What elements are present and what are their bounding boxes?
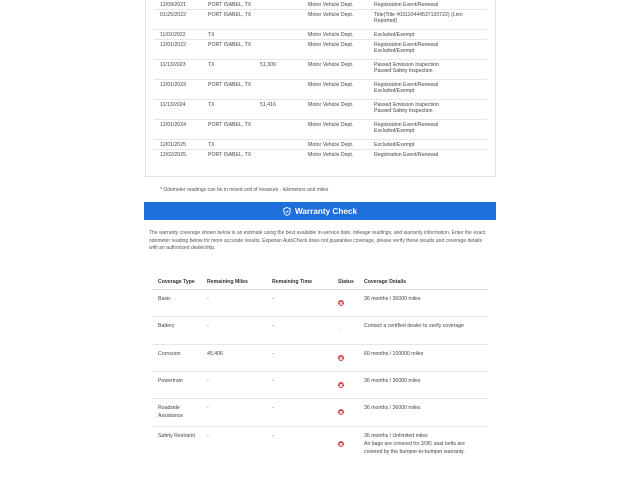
history-source: Motor Vehicle Dept.: [308, 102, 354, 108]
col-header-status: Status: [338, 279, 354, 285]
expired-x-icon: [338, 409, 344, 415]
col-header-coverage-details: Coverage Details: [364, 279, 407, 285]
history-detail-line: Excluded/Exempt: [374, 128, 415, 135]
coverage-details: [364, 351, 484, 359]
odometer-footnote: * Odometer readings can be in mixed unit of measure - kilometers and miles: [160, 187, 329, 193]
history-details: [374, 12, 494, 25]
history-detail-line: Passed Emission Inspection: [374, 62, 439, 68]
warranty-row: [152, 399, 488, 427]
coverage-type: Roadside Assistance: [158, 405, 184, 419]
history-source: Motor Vehicle Dept.: [308, 12, 354, 18]
history-source: Motor Vehicle Dept.: [308, 122, 354, 128]
history-date: 12/01/2022: [160, 42, 186, 48]
history-source: Motor Vehicle Dept.: [308, 152, 354, 158]
coverage-detail-line: Air bags are covered for 3/36; seat belts are: [364, 440, 465, 447]
history-detail-line: Passed Safety Inspection: [374, 68, 433, 75]
history-location: PORT ISABEL, TX: [208, 12, 252, 18]
vehicle-history-table: [145, 0, 496, 177]
history-row: [154, 150, 487, 162]
history-location: TX: [208, 32, 215, 38]
remaining-miles: -: [207, 405, 209, 411]
history-row: [154, 80, 487, 100]
history-details: [374, 42, 494, 55]
col-header-remaining-miles: Remaining Miles: [207, 279, 248, 285]
warranty-check-header: [144, 202, 496, 220]
history-date: 11/01/2022: [160, 32, 186, 38]
history-row: [154, 120, 487, 140]
shield-check-icon: [283, 207, 291, 216]
warranty-table-header: [152, 271, 488, 290]
warranty-intro-text: The warranty coverage shown below is an estimate using the best available in-service date, mileage readings, and warranty information. Enter the exact odometer reading below for more accurate results. Experian AutoCheck does not guarantee coverage, please verify these results and coverage details with an authorized dealership.: [149, 230, 486, 252]
remaining-miles: 45,406: [207, 351, 223, 357]
history-source: Motor Vehicle Dept.: [308, 2, 354, 8]
remaining-time: -: [272, 378, 274, 384]
expired-x-icon: [338, 382, 344, 388]
history-details: [374, 142, 494, 148]
remaining-time: -: [272, 433, 274, 439]
history-location: PORT ISABEL, TX: [208, 82, 252, 88]
coverage-detail-line: 36 months / 36000 miles: [364, 296, 421, 302]
status-none-text: -: [340, 327, 342, 333]
history-row: [154, 0, 487, 10]
coverage-type: Basic: [158, 296, 171, 302]
coverage-details: [364, 296, 484, 304]
remaining-time: -: [272, 351, 274, 357]
coverage-details: [364, 378, 484, 386]
expired-x-icon: [338, 441, 344, 447]
history-date: 12/02/2025: [160, 152, 186, 158]
history-date: 12/01/2024: [160, 122, 186, 128]
remaining-time: -: [272, 296, 274, 302]
coverage-detail-line: 36 months / 36000 miles: [364, 405, 421, 411]
history-details: [374, 2, 494, 8]
history-location: TX: [208, 102, 215, 108]
warranty-row: [152, 345, 488, 372]
coverage-type: Powertrain: [158, 378, 183, 384]
history-source: Motor Vehicle Dept.: [308, 82, 354, 88]
history-detail-line: Passed Emission Inspection: [374, 102, 439, 108]
history-details: [374, 32, 494, 38]
history-location: PORT ISABEL, TX: [208, 42, 252, 48]
history-row: [154, 10, 487, 30]
history-odometer: 51,309: [260, 62, 276, 68]
history-date: 11/13/2023: [160, 62, 186, 68]
history-date: 12/09/2021: [160, 2, 186, 8]
history-location: TX: [208, 142, 215, 148]
coverage-details: [364, 323, 484, 331]
col-header-remaining-time: Remaining Time: [272, 279, 312, 285]
history-source: Motor Vehicle Dept.: [308, 32, 354, 38]
history-details: [374, 152, 494, 158]
history-details: [374, 62, 494, 75]
coverage-details: [364, 405, 484, 413]
coverage-detail-line: 36 months / Unlimited miles: [364, 433, 428, 439]
coverage-detail-line: 36 months / 36000 miles: [364, 378, 421, 384]
history-row: [154, 30, 487, 40]
history-source: Motor Vehicle Dept.: [308, 42, 354, 48]
history-detail-line: Title(Title #03110444537120722) (Lien: [374, 12, 463, 18]
history-date: 01/25/2022: [160, 12, 186, 18]
remaining-miles: -: [207, 378, 209, 384]
history-detail-line: Registration Event/Renewal: [374, 152, 439, 158]
history-details: [374, 82, 494, 95]
warranty-row: [152, 290, 488, 317]
history-detail-line: Excluded/Exempt: [374, 48, 415, 55]
remaining-miles: -: [207, 296, 209, 302]
history-detail-line: Excluded/Exempt: [374, 142, 415, 148]
coverage-detail-line: covered by the bumper-to-bumper warranty.: [364, 448, 465, 455]
history-date: 11/13/2024: [160, 102, 186, 108]
history-row: [154, 60, 487, 80]
coverage-details: [364, 433, 484, 457]
history-location: PORT ISABEL, TX: [208, 152, 252, 158]
history-row: [154, 140, 487, 150]
warranty-title: Warranty Check: [294, 206, 358, 216]
history-date: 12/01/2023: [160, 82, 186, 88]
remaining-time: -: [272, 405, 274, 411]
history-odometer: 51,416: [260, 102, 276, 108]
history-source: Motor Vehicle Dept.: [308, 62, 354, 68]
history-row: [154, 40, 487, 60]
remaining-miles: -: [207, 433, 209, 439]
remaining-miles: -: [207, 323, 209, 329]
warranty-row: [152, 372, 488, 399]
history-detail-line: Reported): [374, 18, 398, 25]
history-detail-line: Excluded/Exempt: [374, 32, 415, 38]
history-source: Motor Vehicle Dept.: [308, 142, 354, 148]
history-row: [154, 100, 487, 120]
history-detail-line: Passed Safety Inspection: [374, 108, 433, 115]
coverage-detail-line: Contact a certified dealer to verify coverage: [364, 323, 465, 329]
history-detail-line: Registration Event/Renewal: [374, 2, 439, 8]
remaining-time: -: [272, 323, 274, 329]
history-detail-line: Excluded/Exempt: [374, 88, 415, 95]
warranty-row: [152, 317, 488, 345]
col-header-coverage-type: Coverage Type: [158, 279, 195, 285]
history-detail-line: Registration Event/Renewal: [374, 42, 439, 48]
coverage-detail-line: 60 months / 100000 miles: [364, 351, 424, 357]
history-details: [374, 122, 494, 135]
coverage-type: Corrosion: [158, 351, 181, 357]
history-location: TX: [208, 62, 215, 68]
warranty-row: [152, 427, 488, 463]
history-date: 12/01/2025: [160, 142, 186, 148]
history-location: PORT ISABEL, TX: [208, 2, 252, 8]
coverage-type: Safety Restraint: [158, 433, 195, 439]
history-detail-line: Registration Event/Renewal: [374, 82, 439, 88]
coverage-type: Battery: [158, 323, 175, 329]
expired-x-icon: [338, 355, 344, 361]
history-location: PORT ISABEL, TX: [208, 122, 252, 128]
expired-x-icon: [338, 300, 344, 306]
history-details: [374, 102, 494, 115]
history-detail-line: Registration Event/Renewal: [374, 122, 439, 128]
